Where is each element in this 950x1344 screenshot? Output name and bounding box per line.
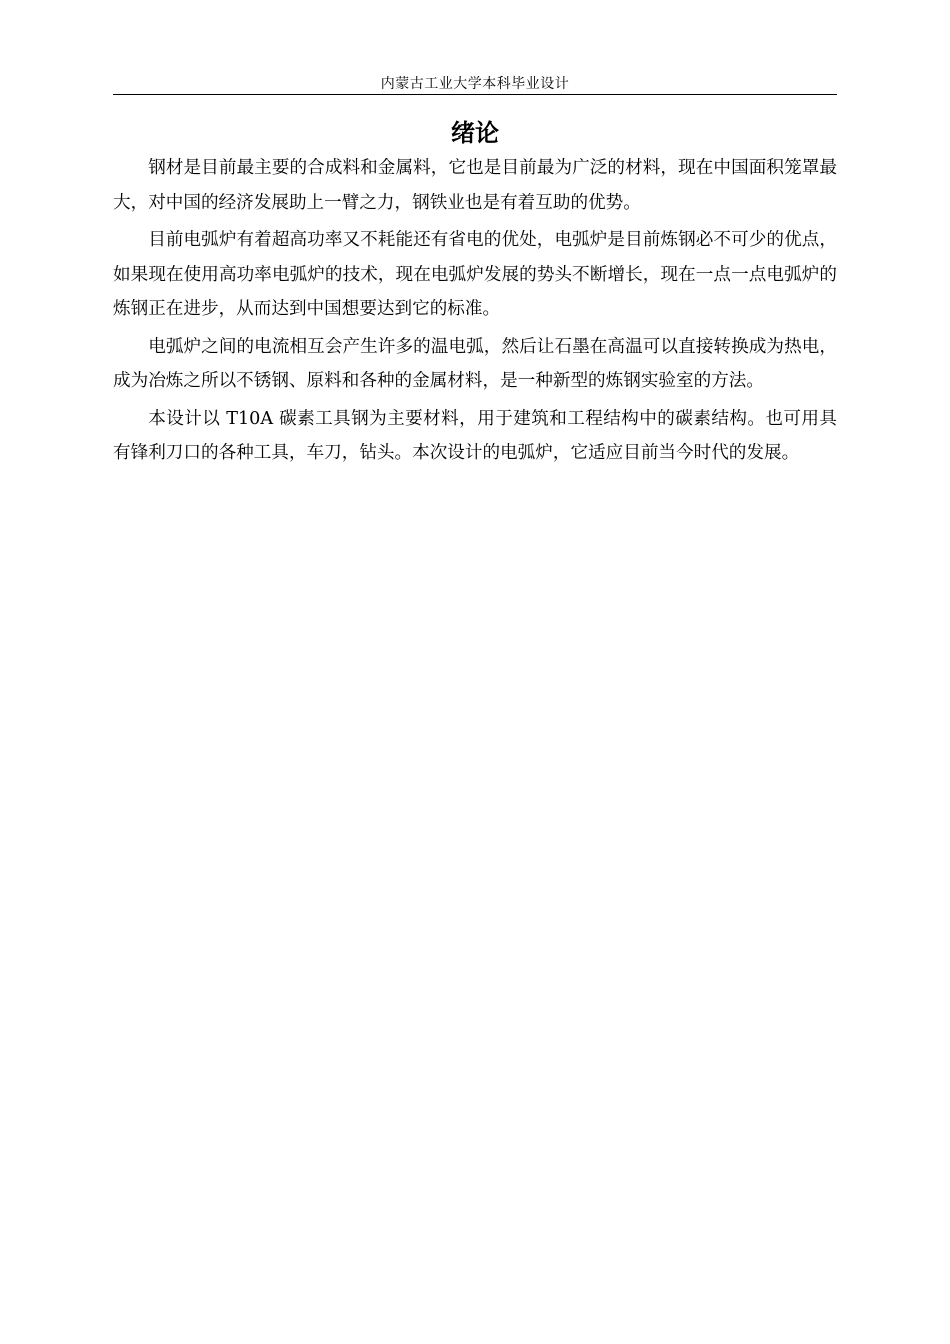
paragraph-3: 电弧炉之间的电流相互会产生许多的温电弧，然后让石墨在高温可以直接转换成为热电，成为冶炼之所以不锈钢、原料和各种的金属材料，是一种新型的炼钢实验室的方法。 xyxy=(113,336,837,391)
body-text xyxy=(113,151,837,474)
paragraph-4: 本设计以 T10A 碳素工具钢为主要材料，用于建筑和工程结构中的碳素结构。也可用具有锋利刀口的各种工具，车刀，钻头。本次设计的电弧炉，它适应目前当今时代的发展。 xyxy=(113,408,837,463)
paragraph-2: 目前电弧炉有着超高功率又不耗能还有省电的优处，电弧炉是目前炼钢必不可少的优点，如果现在使用高功率电弧炉的技术，现在电弧炉发展的势头不断增长，现在一点一点电弧炉的炼钢正在进步，从而达到中国想要达到它的标准。 xyxy=(113,230,837,319)
header-divider xyxy=(113,94,837,95)
paragraph-1: 钢材是目前最主要的合成料和金属料，它也是目前最为广泛的材料，现在中国面积笼罩最大，对中国的经济发展助上一臂之力，钢铁业也是有着互助的优势。 xyxy=(113,158,837,213)
page-title: 绪论 xyxy=(451,119,499,147)
page-header: 内蒙古工业大学本科毕业设计 xyxy=(380,76,570,92)
